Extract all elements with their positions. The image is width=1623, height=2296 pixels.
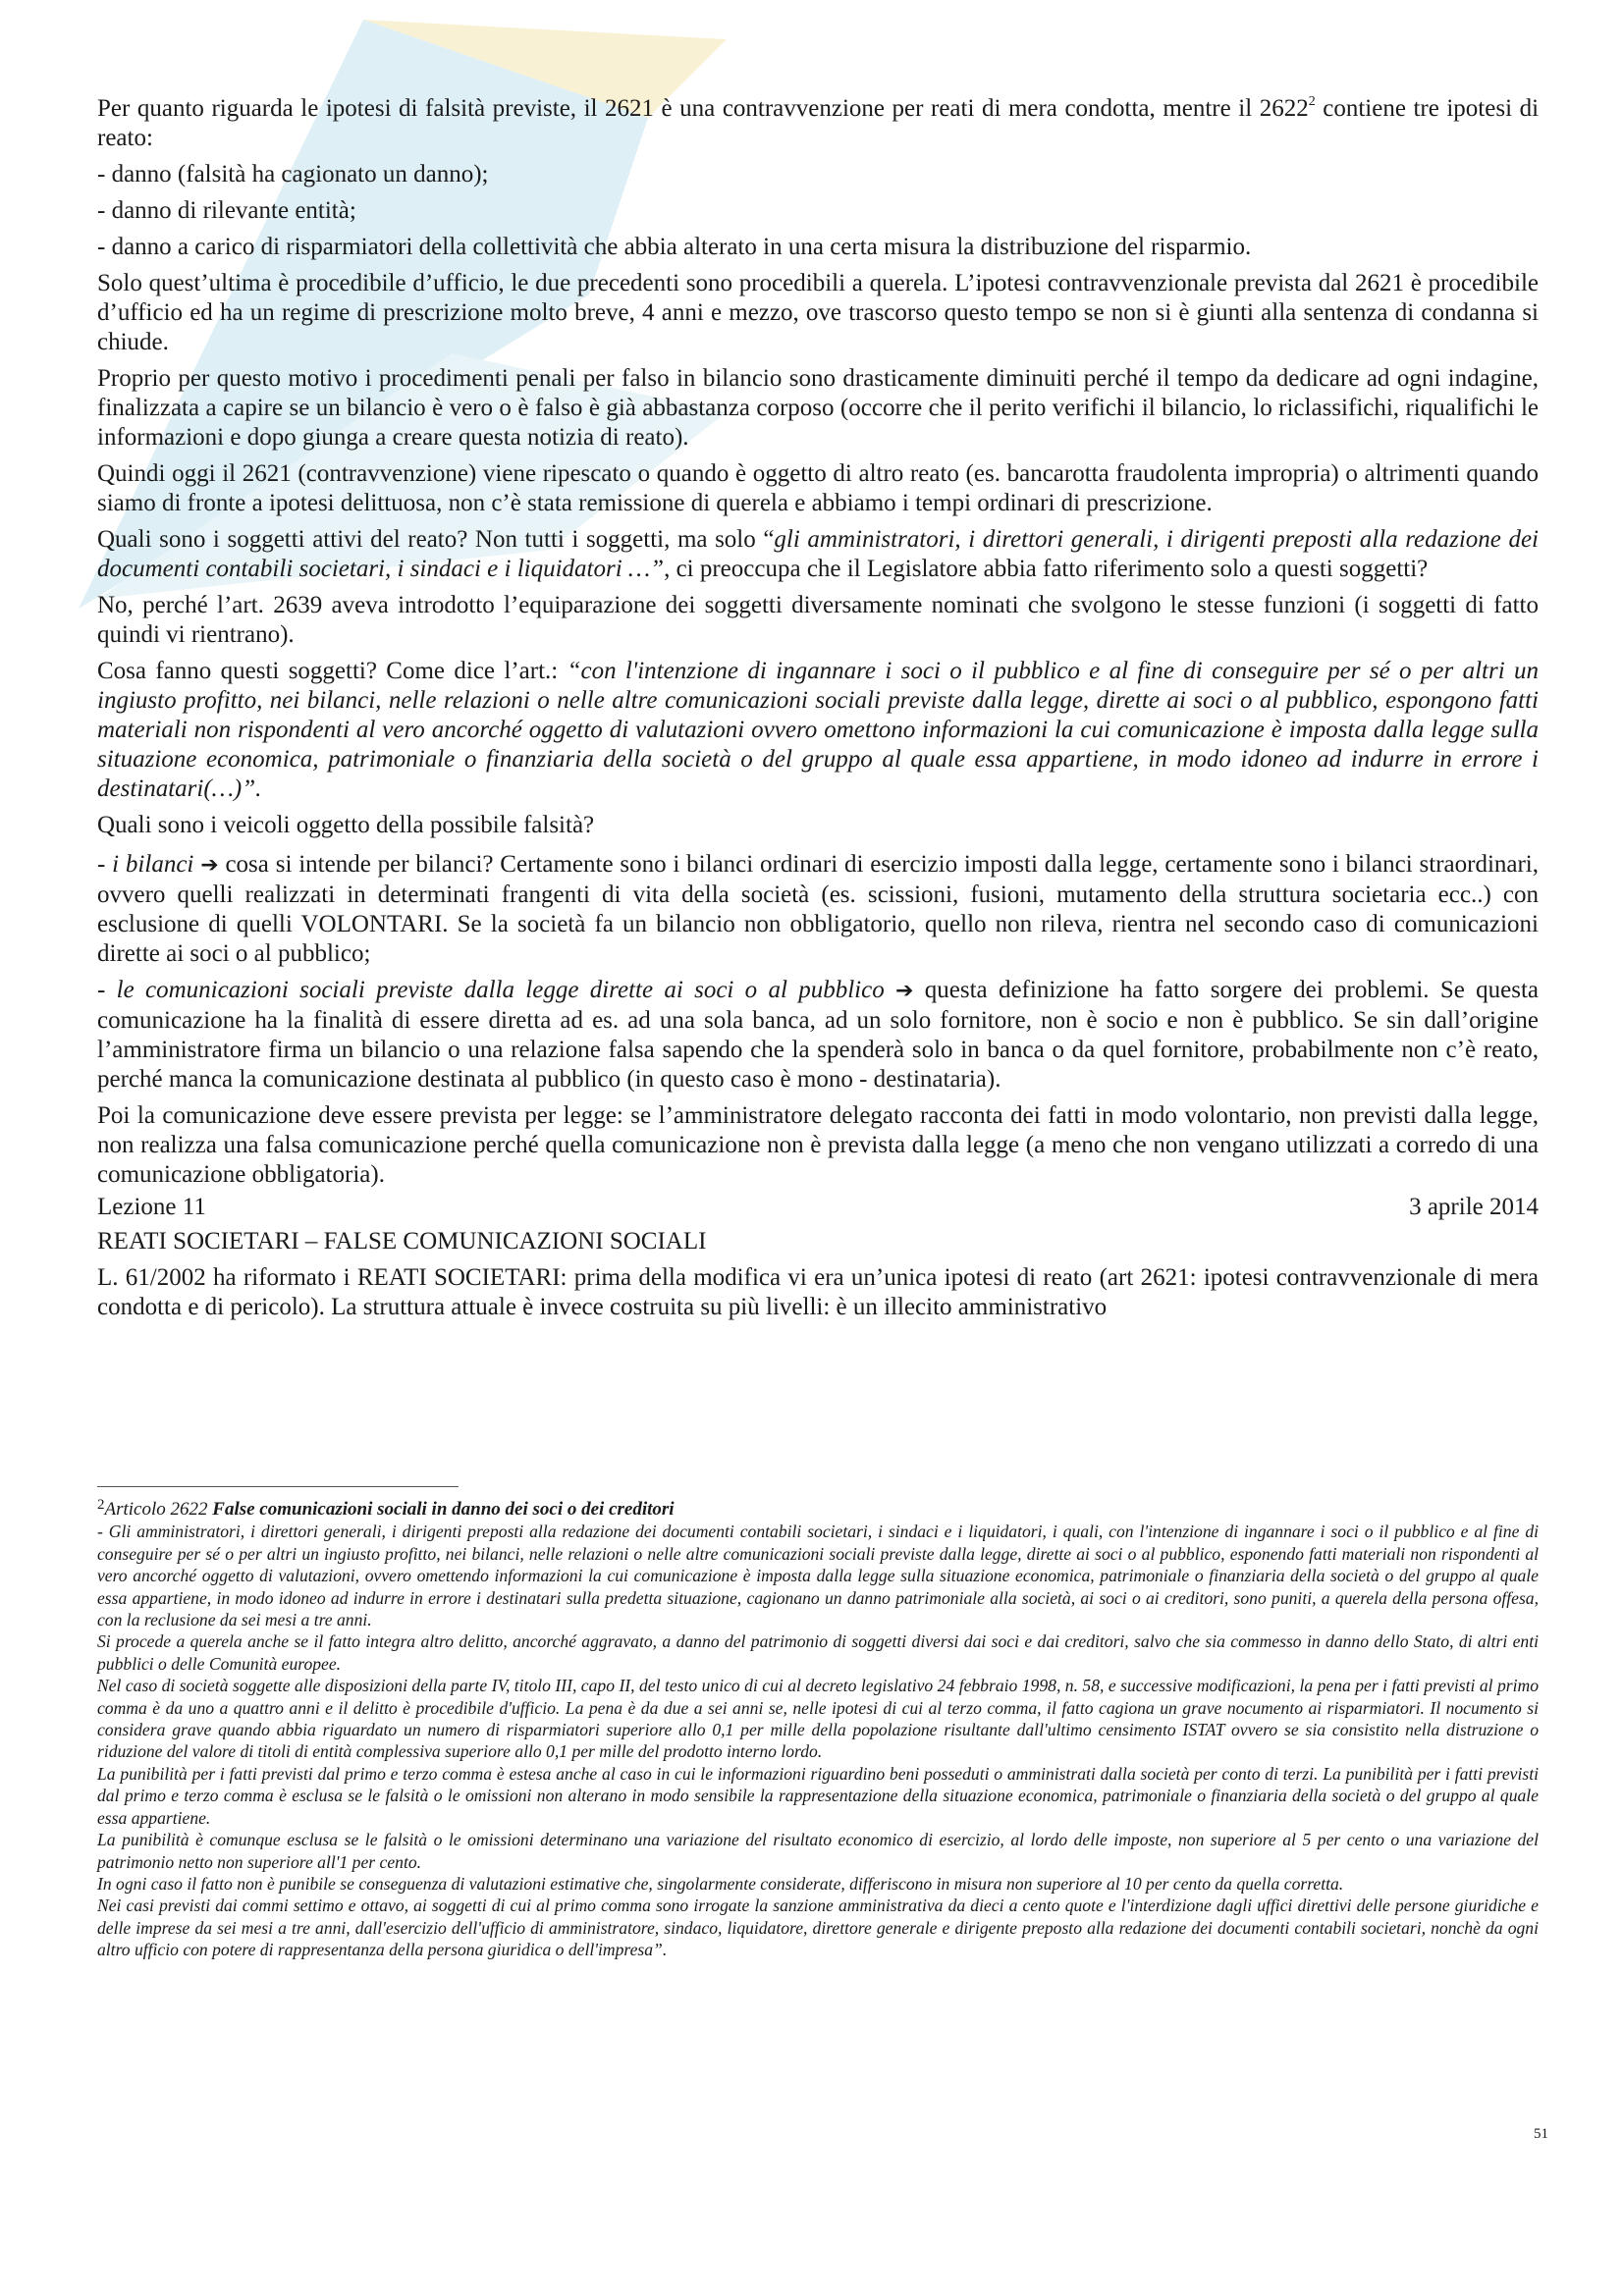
footnote-paragraph: In ogni caso il fatto non è punibile se conseguenza di valutazioni estimative che, singolarmente considerate, differiscono in misura non superiore al 10 per cento da quella corretta.	[97, 1873, 1344, 1894]
section-title: REATI SOCIETARI – FALSE COMUNICAZIONI SOCIALI	[97, 1228, 707, 1255]
paragraph: Quindi oggi il 2621 (contravvenzione) viene ripescato o quando è oggetto di altro reato (es. bancarotta fraudolenta impropria) o altrimenti quando siamo di fronte a ipotesi delittuosa, non c’è stata remissione di querela e abbiamo i tempi ordinari di prescrizione.	[97, 460, 1539, 516]
arrow-right-icon: ➔	[200, 853, 219, 878]
lesson-label: Lezione 11	[97, 1194, 206, 1220]
footnote-paragraph: Nei casi previsti dai commi settimo e ottavo, ai soggetti di cui al primo comma sono irrogate la sanzione amministrativa da dieci a cento quote e l'interdizione dagli uffici direttivi delle persone giuridiche e delle imprese da sei mesi a tre anni, dall'esercizio dell'ufficio di amministratore, sindaco, liquidatore, direttore generale e dirigente preposto alla redazione dei documenti contabili societari, nonchè da ogni altro ufficio con potere di rappresentanza della persona giuridica o dell'impresa”.	[97, 1896, 1539, 1960]
footnote-paragraph: La punibilità è comunque esclusa se le falsità o le omissioni determinano una variazione del risultato economico di esercizio, al lordo delle imposte, non superiore al 5 per cento o una variazione del patrimonio netto non superiore all'1 per cento.	[97, 1830, 1539, 1872]
footnote-paragraph: Nel caso di società soggette alle disposizioni della parte IV, titolo III, capo II, del testo unico di cui al decreto legislativo 24 febbraio 1998, n. 58, e successive modificazioni, la pena per i fatti previsti al primo comma è da uno a quattro anni e il delitto è procedibile d'ufficio. La pena è da due a sei anni se, nelle ipotesi di cui al terzo comma, il fatto cagiona un grave nocumento ai risparmiatori. Il nocumento si considera grave quando abbia riguardato un numero di risparmiatori superiore allo 0,1 per mille della popolazione risultante dall'ultimo censimento ISTAT ovvero se sia consistito nella distruzione o riduzione del valore di titoli di entità complessiva superiore allo 0,1 per mille del prodotto interno lordo.	[97, 1676, 1539, 1762]
list-item: - danno (falsità ha cagionato un danno);	[97, 161, 489, 187]
quote: gli amministratori, i direttori generali, i dirigenti preposti alla redazione dei documenti contabili societari, i sindaci e i liquidatori …”	[97, 526, 1539, 582]
footnote-paragraph: - Gli amministratori, i direttori generali, i dirigenti preposti alla redazione dei documenti contabili societari, i sindaci e i liquidatori, i quali, con l'intenzione di ingannare i soci o il pubblico e al fine di conseguire per sé o per altri un ingiusto profitto, nei bilanci, nelle relazioni o nelle altre comunicazioni sociali previste dalla legge, dirette ai soci o al pubblico, esponendo fatti materiali non rispondenti al vero ancorché oggetto di valutazioni, ovvero omettendo informazioni la cui comunicazione è imposta dalla legge sulla situazione economica, patrimoniale o finanziaria della società o del gruppo al quale essa appartiene, in modo idoneo ad indurre in errore i destinatari sulla predetta situazione, cagionano un danno patrimoniale alla società, ai soci o ai creditori, sono puniti, a querela della persona offesa, con la reclusione da sei mesi a tre anni.	[97, 1522, 1539, 1630]
paragraph: Quali sono i veicoli oggetto della possibile falsità?	[97, 812, 595, 838]
footnote-paragraph: Si procede a querela anche se il fatto integra altro delitto, ancorché aggravato, a danno del patrimonio di soggetti diversi dai soci e dai creditori, salvo che sia commesso in danno dello Stato, di altri enti pubblici o delle Comunità europee.	[97, 1631, 1539, 1674]
paragraph: L. 61/2002 ha riformato i REATI SOCIETARI: prima della modifica vi era un’unica ipotesi di reato (art 2621: ipotesi contravvenzionale di mera condotta e di pericolo). La struttura attuale è invece costruita su più livelli: è un illecito amministrativo	[97, 1264, 1539, 1320]
quote: “con l'intenzione di ingannare i soci o il pubblico e al fine di conseguire per sé o per altri un ingiusto profitto, nei bilanci, nelle relazioni o nelle altre comunicazioni sociali previste dalla legge, dirette ai soci o al pubblico, espongono fatti materiali non rispondenti al vero ancorché oggetto di valutazioni ovvero omettono informazioni la cui comunicazione è imposta dalla legge sulla situazione economica, patrimoniale o finanziaria della società o del gruppo al quale essa appartiene, in modo idoneo ad indurre in errore i destinatari(…)”.	[97, 658, 1539, 802]
paragraph: Proprio per questo motivo i procedimenti penali per falso in bilancio sono drasticamente diminuiti perché il tempo da dedicare ad ogni indagine, finalizzata a capire se un bilancio è vero o è falso è già abbastanza corposo (occorre che il perito verifichi il bilancio, lo riclassifichi, riqualifichi le informazioni e dopo giunga a creare questa notizia di reato).	[97, 365, 1539, 451]
lesson-header	[97, 1193, 1539, 1222]
footnote	[97, 1499, 1539, 1961]
list-item: - danno a carico di risparmiatori della collettività che abbia alterato in una certa misura la distribuzione del risparmio.	[97, 234, 1252, 260]
paragraph: Cosa fanno questi soggetti? Come dice l’art.: “con l'intenzione di ingannare i soci o il pubblico e al fine di conseguire per sé o per altri un ingiusto profitto, nei bilanci, nelle relazioni o nelle altre comunicazioni sociali previste dalla legge, dirette ai soci o al pubblico, espongono fatti materiali non rispondenti al vero ancorché oggetto di valutazioni ovvero omettono informazioni la cui comunicazione è imposta dalla legge sulla situazione economica, patrimoniale o finanziaria della società o del gruppo al quale essa appartiene, in modo idoneo ad indurre in errore i destinatari(…)”.	[97, 658, 1539, 802]
paragraph: - le comunicazioni sociali previste dalla legge dirette ai soci o al pubblico ➔ questa definizione ha fatto sorgere dei problemi. Se questa comunicazione ha la finalità di essere diretta ad es. ad una sola banca, ad un solo fornitore, non è socio e non è pubblico. Se sin dall’origine l’amministratore firma un bilancio o una relazione falsa sapendo che la spenderà solo in banca o da quel fornitore, probabilmente non c’è reato, perché manca la comunicazione destinata al pubblico (in questo caso è mono - destinataria).	[97, 977, 1539, 1093]
footnote-paragraph: La punibilità per i fatti previsti dal primo e terzo comma è estesa anche al caso in cui le informazioni riguardino beni posseduti o amministrati dalla società per conto di terzi. La punibilità per i fatti previsti dal primo e terzo comma è esclusa se le falsità o le omissioni non alterano in modo sensibile la rappresentazione della situazione economica, patrimoniale o finanziaria della società o del gruppo al quale essa appartiene.	[97, 1763, 1539, 1828]
footnote-number: 2	[97, 1497, 105, 1513]
lesson-date: 3 aprile 2014	[1409, 1194, 1539, 1220]
paragraph: - i bilanci ➔ cosa si intende per bilanci? Certamente sono i bilanci ordinari di esercizio imposti dalla legge, certamente sono i bilanci straordinari, ovvero quelli realizzati in determinati frangenti di vita della società (es. scissioni, fusioni, mutamento della struttura societaria ecc..) con esclusione di quelli VOLONTARI. Se la società fa un bilancio non obbligatorio, quello non rileva, rientra nel secondo caso di comunicazioni dirette ai soci o al pubblico;	[97, 851, 1540, 967]
paragraph: No, perché l’art. 2639 aveva introdotto l’equiparazione dei soggetti diversamente nominati che svolgono le stesse funzioni (i soggetti di fatto quindi vi rientrano).	[97, 592, 1539, 648]
footnote-separator	[97, 1486, 459, 1487]
footnote-ref[interactable]: 2	[1308, 94, 1316, 109]
arrow-right-icon: ➔	[895, 979, 914, 1003]
footnote-title: $^2$Articolo 2622 False comunicazioni sociali in danno dei soci o dei creditori	[97, 1497, 675, 1520]
page-number: 51	[1534, 2126, 1548, 2142]
paragraph: Per quanto riguarda le ipotesi di falsità previste, il 2621 è una contravvenzione per reati di mera condotta, mentre il 2622$^2$ contiene tre ipotesi di reato:	[97, 94, 1540, 151]
list-item: - danno di rilevante entità;	[97, 197, 356, 224]
main-text	[97, 94, 1539, 1329]
paragraph: Solo quest’ultima è procedibile d’ufficio, le due precedenti sono procedibili a querela. L’ipotesi contravvenzionale prevista dal 2621 è procedibile d’ufficio ed ha un regime di prescrizione molto breve, 4 anni e mezzo, ove trascorso questo tempo se non si è giunti alla sentenza di condanna si chiude.	[97, 270, 1539, 355]
paragraph: Quali sono i soggetti attivi del reato? Non tutti i soggetti, ma solo “gli amministratori, i direttori generali, i dirigenti preposti alla redazione dei documenti contabili societari, i sindaci e i liquidatori …”, ci preoccupa che il Legislatore abbia fatto riferimento solo a questi soggetti?	[97, 526, 1539, 582]
paragraph: Poi la comunicazione deve essere prevista per legge: se l’amministratore delegato racconta dei fatti in modo volontario, non previsti dalla legge, non realizza una falsa comunicazione perché quella comunicazione non è prevista dalla legge (a meno che non vengano utilizzati a corredo di una comunicazione obbligatoria).	[97, 1102, 1539, 1188]
